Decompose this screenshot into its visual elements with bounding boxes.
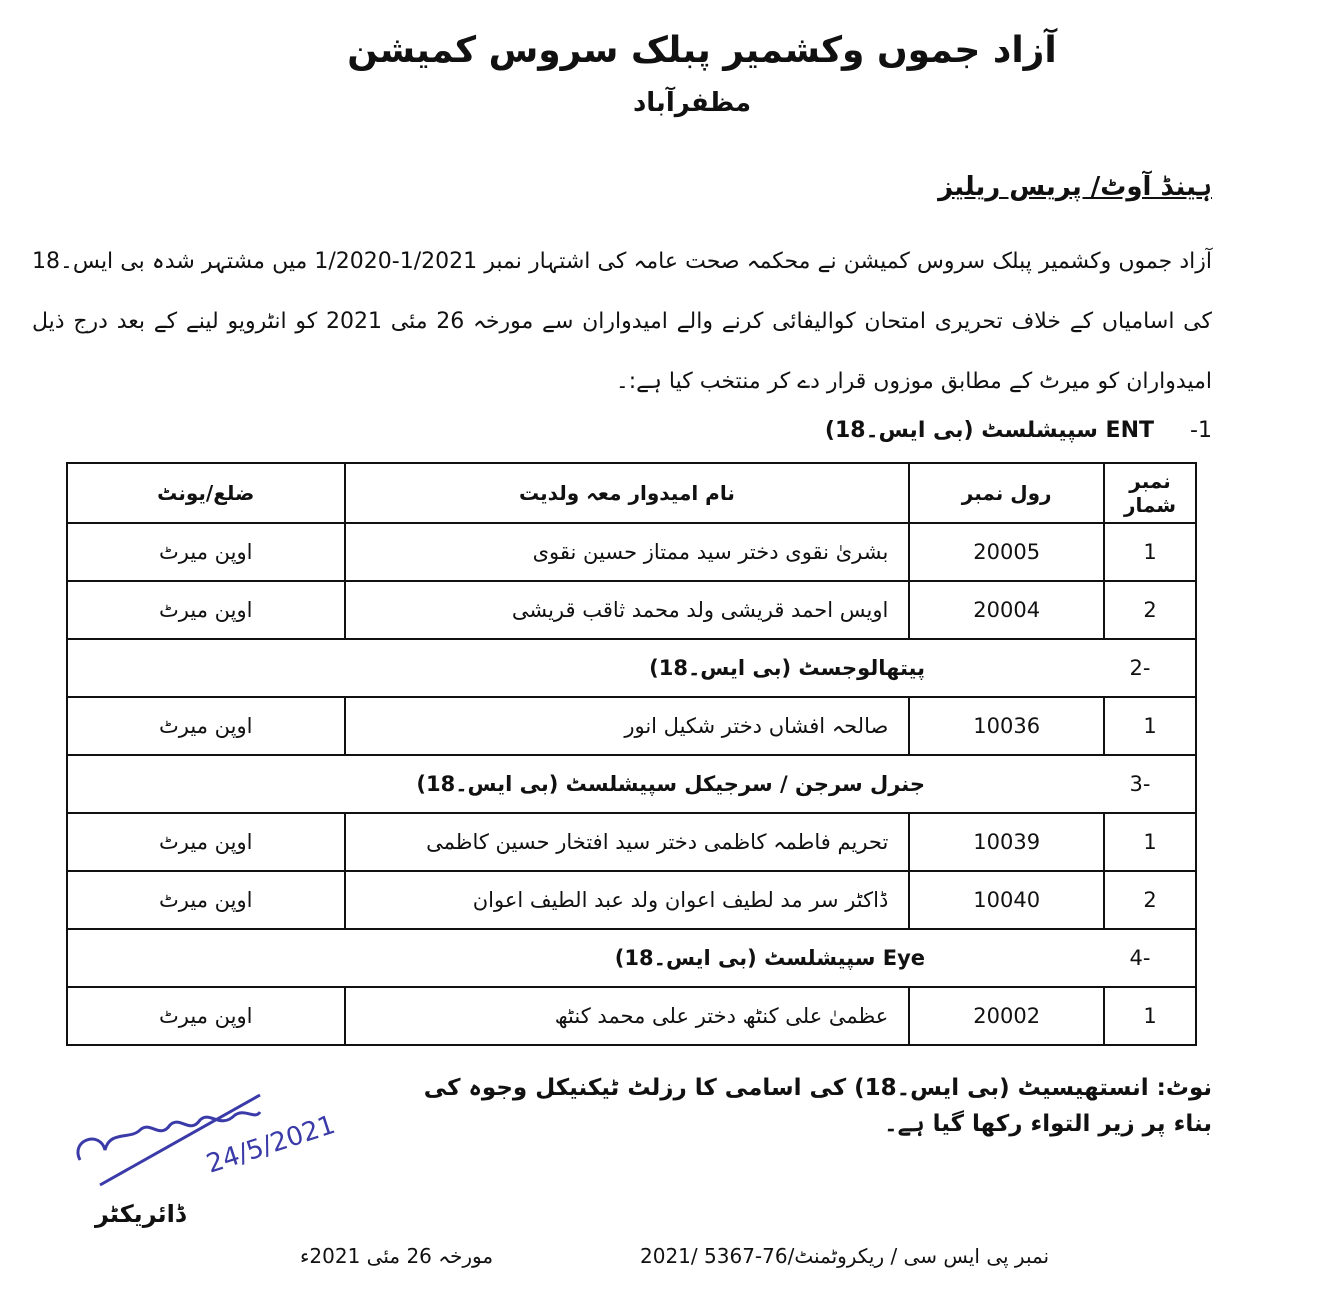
table-row — [67, 697, 1196, 755]
section-row — [67, 639, 1196, 697]
name-cell: صالحہ افشاں دختر شکیل انور — [345, 697, 910, 755]
signature-image — [60, 1085, 360, 1190]
designation: ڈائریکٹر — [95, 1200, 186, 1228]
section-row — [67, 929, 1196, 987]
table-row — [67, 523, 1196, 581]
section-number: -1 — [1190, 418, 1212, 443]
roll-cell: 10036 — [909, 697, 1104, 755]
roll-cell: 10039 — [909, 813, 1104, 871]
header-roll: رول نمبر — [909, 463, 1104, 523]
issue-date: مورخہ 26 مئی 2021ء — [300, 1244, 494, 1268]
section-title: پیتھالوجسٹ (بی ایس۔18) — [649, 656, 925, 680]
name-cell: تحریم فاطمہ کاظمی دختر سید افتخار حسین کاظمی — [345, 813, 910, 871]
unit-cell: اوپن میرٹ — [67, 697, 345, 755]
intro-paragraph: آزاد جموں وکشمیر پبلک سروس کمیشن نے محکمہ صحت عامہ کی اشتہار نمبر 1/2021-1/2020 میں مشتہر شدہ بی ایس۔18 کی اسامیاں کے خلاف تحریری امتحان کوالیفائی کرنے والے امیدواران سے مورخہ 26 مئی 2021 کو انٹرویو لینے کے بعد درج ذیل امیدواران کو میرٹ کے مطابق موزوں قرار دے کر منتخب کیا ہے:۔ — [32, 249, 1212, 394]
name-cell: اویس احمد قریشی ولد محمد ثاقب قریشی — [345, 581, 910, 639]
roll-cell: 20005 — [909, 523, 1104, 581]
serial-cell: 1 — [1104, 523, 1196, 581]
section-number: -2 — [1129, 656, 1151, 680]
page-title: آزاد جموں وکشمیر پبلک سروس کمیشن — [347, 30, 1057, 71]
name-cell: ڈاکٹر سر مد لطیف اعوان ولد عبد الطیف اعوان — [345, 871, 910, 929]
handout-heading: ہینڈ آوٹ/ پریس ریلیز — [938, 172, 1212, 202]
table-body — [67, 523, 1196, 1045]
name-cell: بشریٰ نقوی دختر سید ممتاز حسین نقوی — [345, 523, 910, 581]
table-header-row — [67, 463, 1196, 523]
section-title: جنرل سرجن / سرجیکل سپیشلسٹ (بی ایس۔18) — [416, 772, 925, 796]
roll-cell: 10040 — [909, 871, 1104, 929]
unit-cell: اوپن میرٹ — [67, 813, 345, 871]
table-row — [67, 871, 1196, 929]
header-unit: ضلع/یونٹ — [67, 463, 345, 523]
section-title: ENT سپیشلسٹ (بی ایس۔18) — [824, 418, 1154, 443]
reference-number: نمبر پی ایس سی / ریکروٹمنٹ/76-5367 /2021 — [640, 1244, 1050, 1268]
serial-cell: 1 — [1104, 813, 1196, 871]
unit-cell: اوپن میرٹ — [67, 871, 345, 929]
section-number: -4 — [1129, 946, 1151, 970]
section-row — [67, 755, 1196, 813]
roll-cell: 20004 — [909, 581, 1104, 639]
serial-cell: 1 — [1104, 987, 1196, 1045]
table-row — [67, 987, 1196, 1045]
roll-cell: 20002 — [909, 987, 1104, 1045]
name-cell: عظمیٰ علی کنٹھ دختر علی محمد کنٹھ — [345, 987, 910, 1045]
unit-cell: اوپن میرٹ — [67, 523, 345, 581]
table-row — [67, 581, 1196, 639]
header-name: نام امیدوار معہ ولدیت — [345, 463, 910, 523]
note: نوٹ: انستھیسیٹ (بی ایس۔18) کی اسامی کا رزلٹ ٹیکنیکل وجوہ کی بناء پر زیر التواء رکھا گیا ہے۔ — [423, 1075, 1212, 1137]
serial-cell: 1 — [1104, 697, 1196, 755]
unit-cell: اوپن میرٹ — [67, 987, 345, 1045]
results-table — [66, 462, 1197, 1046]
signature-date: 24/5/2021 — [202, 1109, 339, 1180]
section-number: -3 — [1129, 772, 1151, 796]
table-row — [67, 813, 1196, 871]
section-title: Eye سپیشلسٹ (بی ایس۔18) — [614, 946, 925, 970]
serial-cell: 2 — [1104, 871, 1196, 929]
page-subtitle: مظفرآباد — [632, 88, 752, 118]
header-serial: نمبر شمار — [1104, 463, 1196, 523]
serial-cell: 2 — [1104, 581, 1196, 639]
unit-cell: اوپن میرٹ — [67, 581, 345, 639]
